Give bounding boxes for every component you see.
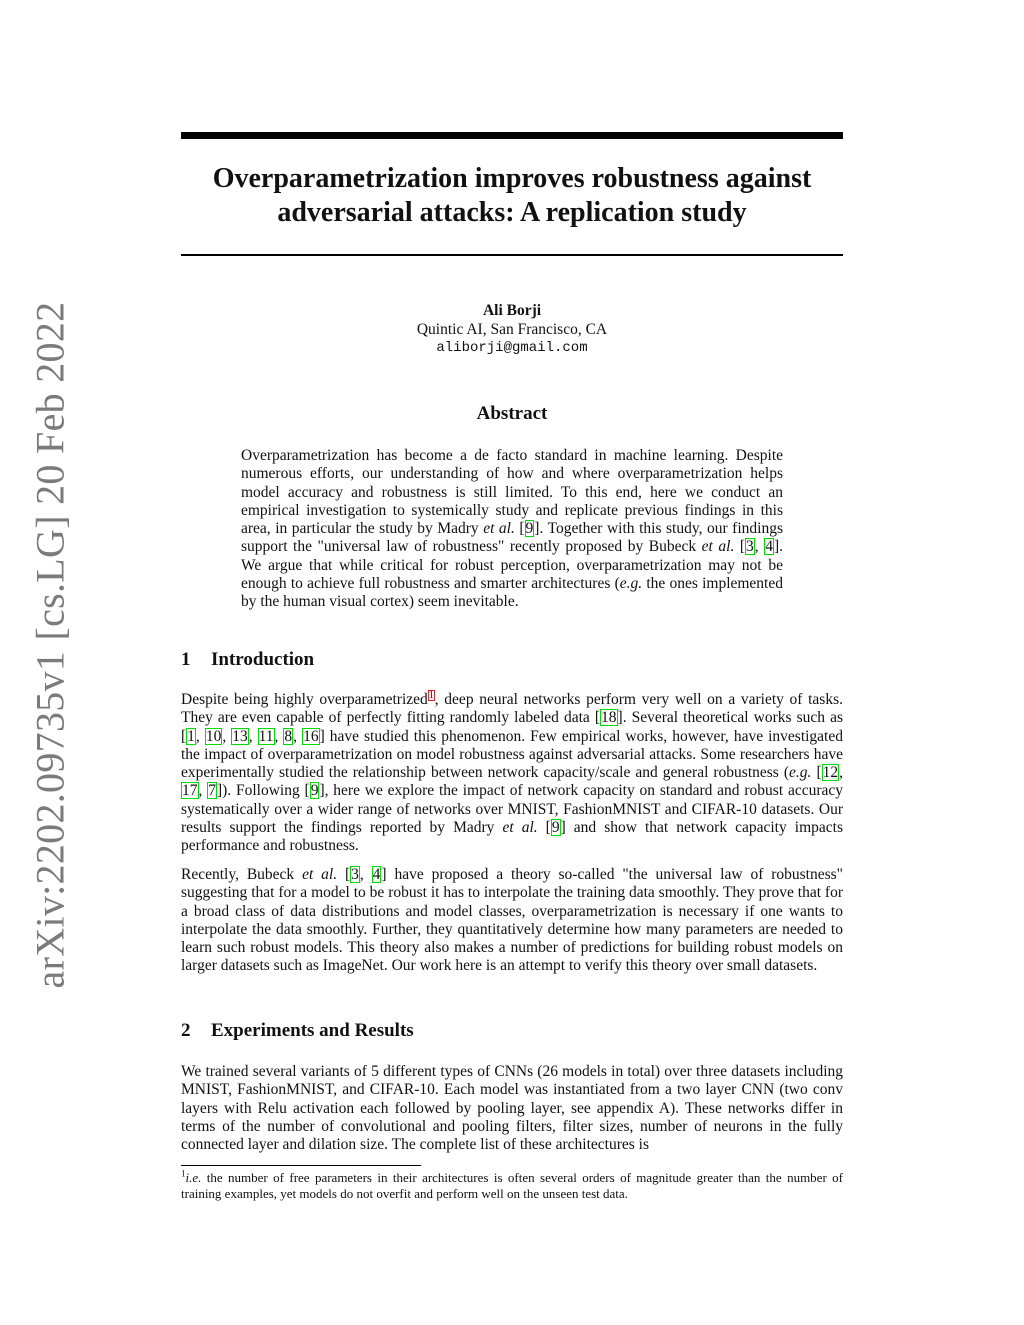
author-email[interactable]: aliborji@gmail.com: [436, 340, 588, 356]
paper-title: Overparametrization improves robustness against adversarial attacks: A replication study: [212, 163, 812, 228]
citation-link[interactable]: 9: [310, 782, 319, 800]
footnote-link[interactable]: 1: [428, 689, 434, 701]
title-rule-top: [181, 132, 843, 139]
author-affiliation: Quintic AI, San Francisco, CA: [416, 321, 608, 338]
citation-link[interactable]: 4: [372, 866, 381, 883]
citation-link[interactable]: 18: [601, 709, 617, 727]
experiments-paragraph-1: We trained several variants of 5 different types of CNNs (26 models in total) over three datasets including MNIST, FashionMNIST, and CIFAR-10. Each model was instantiated from a two layer CNN (two conv layers with Relu activation each followed by pooling layer, see appendix A). These networks differ in terms of the number of convolutional and pooling filters, filter sizes, number of neurons in the fully connected layer and dilation size. The complete list of these architectures is: [181, 1063, 843, 1154]
author-block: [181, 301, 843, 358]
citation-link[interactable]: 10: [205, 727, 222, 745]
citation-link[interactable]: 9: [551, 819, 560, 837]
citation-link[interactable]: 3: [746, 538, 754, 556]
citation-link[interactable]: 17: [182, 782, 198, 800]
section-heading-experiments: 2 Experiments and Results: [181, 1020, 414, 1041]
citation-link[interactable]: 13: [232, 727, 248, 745]
citation-link[interactable]: 1: [187, 727, 195, 745]
author-name: Ali Borji: [482, 302, 542, 319]
abstract-heading: Abstract: [476, 403, 548, 424]
abstract-text: Overparametrization has become a de facto standard in machine learning. Despite numerous efforts, our understanding of how and where overparametrization helps model accuracy and robustness is still limited. To this end, here we conduct an empirical investigation to systemically study and replicate previous findings in this area, in particular the study by Madry et al. [9]. Together with this study, our findings support the "universal law of robustness" recently proposed by Bubeck et al. [3, 4]. We argue that while critical for robust perception, overparametrization may not be enough to achieve full robustness and smarter architectures (e.g. the ones implemented by the human visual cortex) seem inevitable.: [241, 447, 784, 611]
introduction-paragraph-1: Despite being highly overparametrized$^1$, deep neural networks perform very well on a variety of tasks. They are even capable of perfectly fitting randomly labeled data [18]. Several theoretical works such as [1, 10, 13, 11, 8, 16] have studied this phenomenon. Few empirical works, however, have investigated the impact of overparametrization on model robustness against adversarial attacks. Some researchers have experimentally studied the relationship between network capacity/scale and general robustness (e.g. [12, 17, 7]). Following [9], here we explore the impact of network capacity on standard and robust accuracy systematically over a wider range of networks over MNIST, FashionMNIST and CIFAR-10 datasets. Our results support the findings reported by Madry et al. [9] and show that network capacity impacts performance and robustness.: [181, 689, 844, 855]
citation-link[interactable]: 11: [258, 727, 274, 745]
footnote-rule: [181, 1165, 421, 1166]
citation-link[interactable]: 4: [765, 538, 773, 556]
footnote: $^1$i.e. the number of free parameters in their architectures is often several orders of magnitude greater than the number of training examples, yet models do not overfit and perform well on the unseen test data.: [181, 1168, 843, 1201]
title-rule-bottom: [181, 254, 843, 256]
citation-link[interactable]: 9: [525, 520, 534, 538]
citation-link[interactable]: 12: [822, 764, 839, 782]
citation-link[interactable]: 8: [284, 727, 293, 745]
citation-link[interactable]: 3: [351, 866, 359, 883]
citation-link[interactable]: 16: [303, 727, 319, 745]
section-heading-introduction: 1 Introduction: [181, 649, 315, 670]
arxiv-identifier-stamp: arXiv:2202.09735v1 [cs.LG] 20 Feb 2022: [27, 301, 73, 989]
introduction-paragraph-2: Recently, Bubeck et al. [3, 4] have proposed a theory so-called "the universal law of robustness" suggesting that for a model to be robust it has to interpolate the training data smoothly. They prove that for a broad class of data distributions and model classes, overparametrization is necessary if one wants to interpolate the data smoothly. Further, they quantitatively determine how many parameters are needed to learn such robust models. This theory also makes a number of predictions for building robust models on larger datasets such as ImageNet. Our work here is an attempt to verify this theory over small datasets.: [181, 866, 844, 975]
citation-link[interactable]: 7: [208, 782, 216, 800]
